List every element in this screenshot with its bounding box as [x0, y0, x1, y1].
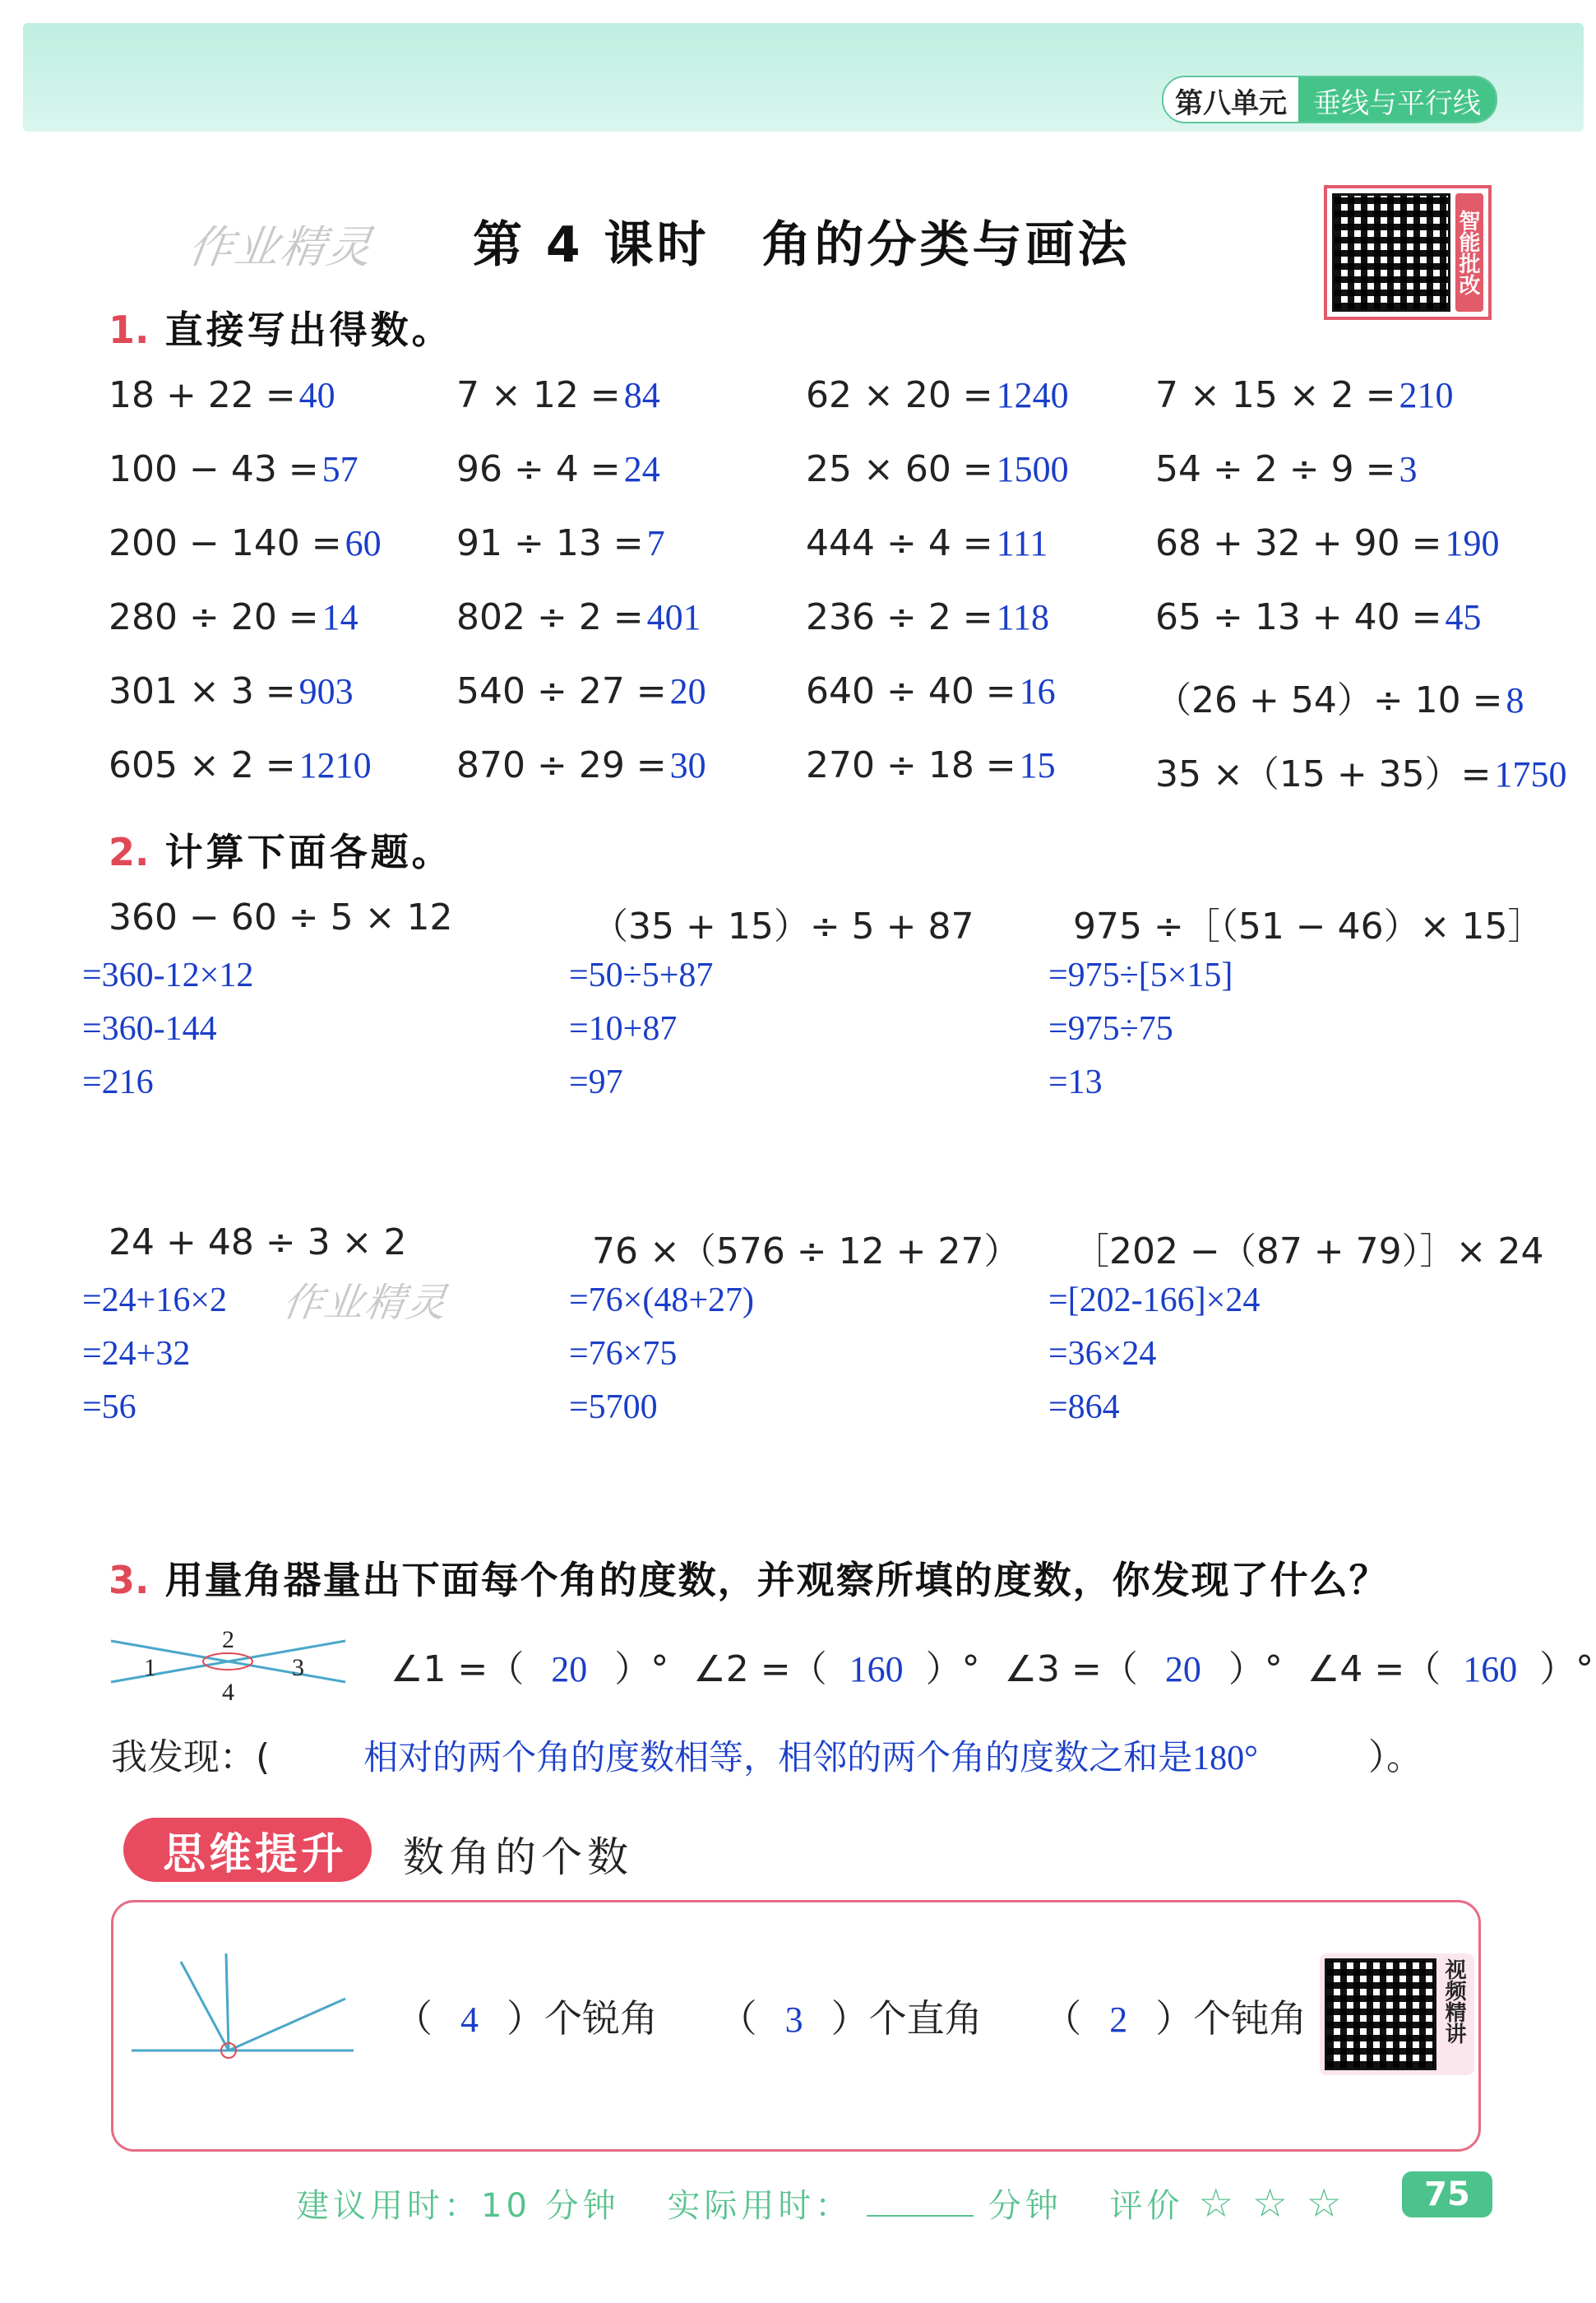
angle-2-label: ∠2 =（ [693, 1648, 827, 1690]
angle-4-close: ）° [1539, 1648, 1594, 1690]
q1-expression: 444 ÷ 4 = [806, 522, 993, 564]
angle-4-value: 160 [1463, 1649, 1518, 1689]
q1-item [109, 670, 354, 712]
q1-answer: 111 [996, 523, 1048, 563]
q1-item [456, 374, 660, 416]
q1-item [1155, 522, 1500, 564]
q1-answer: 118 [996, 597, 1050, 637]
q1-item [109, 596, 359, 638]
star-icon[interactable]: ☆ [1251, 2180, 1292, 2227]
watermark: 作业精灵 [185, 221, 377, 273]
q1-answer: 40 [298, 375, 335, 415]
q1-item [456, 670, 706, 712]
q1-answer: 45 [1445, 597, 1482, 637]
q1-expression: 301 × 3 = [109, 670, 296, 712]
q1-expression: 18 + 22 = [109, 374, 296, 416]
star-icon[interactable]: ☆ [1306, 2180, 1346, 2227]
angle-count-answers [395, 1989, 1307, 2043]
q2-step: =5700 [569, 1388, 658, 1426]
q1-expression: 96 ÷ 4 = [456, 448, 621, 490]
qr-code-icon [1325, 1958, 1436, 2070]
q1-item [109, 522, 382, 564]
q2-step: =360-144 [82, 1010, 217, 1048]
q1-expression: 802 ÷ 2 = [456, 596, 644, 638]
q1-expression: 7 × 15 × 2 = [1155, 374, 1396, 416]
q1-answer: 16 [1019, 671, 1056, 711]
rating-label: 评价 [1109, 2187, 1184, 2225]
q2-expression: （35 + 15）÷ 5 + 87 [592, 906, 974, 948]
find-answer: 相对的两个角的度数相等，相邻的两个角的度数之和是180° [363, 1740, 1258, 1777]
q1-answer: 60 [345, 523, 382, 563]
q2-step: =97 [569, 1063, 623, 1101]
watermark-2: 作业精灵 [280, 1280, 451, 1326]
q2-step: =975÷[5×15] [1048, 957, 1233, 994]
lesson-title: 第 4 课时 角的分类与画法 [473, 216, 1131, 274]
angle-1 [391, 1648, 680, 1690]
q1-expression: 236 ÷ 2 = [806, 596, 993, 638]
q2-step: =24+32 [82, 1335, 191, 1373]
q1-expression: 100 − 43 = [109, 448, 319, 490]
q1-answer: 903 [298, 671, 354, 711]
thinking-title: 数角的个数 [403, 1833, 633, 1881]
angles-figure [132, 1953, 370, 2060]
q1-answer: 1500 [996, 449, 1069, 489]
fig-label-2: 2 [222, 1626, 234, 1653]
obtuse-count: （ 2 ）个钝角 [1043, 1996, 1307, 2041]
unit-tag [1162, 76, 1497, 123]
q1-answer: 24 [623, 449, 660, 489]
angle-2-close: ）° [925, 1648, 980, 1690]
q2-step: =360-12×12 [82, 957, 254, 994]
q2-step: =216 [82, 1063, 154, 1101]
q3-title: 用量角器量出下面每个角的度数，并观察所填的度数，你发现了什么？ [164, 1558, 1389, 1602]
q1-answer: 1240 [996, 375, 1069, 415]
actual-time: 实际用时： [667, 2187, 853, 2225]
q1-item [1155, 744, 1567, 797]
q2-expression: 24 + 48 ÷ 3 × 2 [109, 1221, 407, 1263]
q2-expression: 360 − 60 ÷ 5 × 12 [109, 897, 453, 938]
angle-1-value: 20 [551, 1649, 588, 1689]
qr-grading[interactable] [1324, 185, 1492, 320]
q1-answer: 7 [646, 523, 665, 563]
q1-item [109, 448, 359, 490]
q3-heading [109, 1550, 1389, 1605]
q1-expression: 640 ÷ 40 = [806, 670, 1016, 712]
qr-code-icon [1332, 193, 1450, 312]
q1-answer: 84 [623, 375, 660, 415]
q1-expression: 280 ÷ 20 = [109, 596, 319, 638]
q1-answer: 1750 [1494, 754, 1567, 795]
angle-2-value: 160 [849, 1649, 904, 1689]
q1-item [806, 596, 1049, 638]
q1-answer: 1210 [298, 745, 372, 785]
q1-item [109, 744, 372, 786]
q1-expression: 62 × 20 = [806, 374, 993, 416]
thinking-badge: 思维提升 [123, 1818, 372, 1882]
q2-step: =36×24 [1048, 1335, 1157, 1373]
q1-item [1155, 374, 1454, 416]
angle-3-close: ）° [1228, 1648, 1283, 1690]
fig-label-4: 4 [222, 1679, 234, 1706]
q1-answer: 14 [322, 597, 359, 637]
qr-video-label: 视频精讲 [1441, 1958, 1466, 2044]
angle-1-close: ）° [614, 1648, 669, 1690]
q2-step: =13 [1048, 1063, 1103, 1101]
q2-step: =975÷75 [1048, 1010, 1173, 1048]
q1-item [806, 670, 1056, 712]
q1-item [806, 448, 1069, 490]
find-label: 我发现：( [111, 1736, 271, 1778]
q2-step: =10+87 [569, 1010, 678, 1048]
q1-item [456, 522, 665, 564]
q1-expression: （26 + 54）÷ 10 = [1155, 679, 1503, 721]
q1-item [806, 522, 1048, 564]
find-close: ）。 [1367, 1736, 1423, 1778]
q1-answer: 57 [322, 449, 359, 489]
angle-3-label: ∠3 =（ [1004, 1648, 1138, 1690]
q1-item [1155, 670, 1524, 723]
q2-expression: 76 ×（576 ÷ 12 + 27） [592, 1230, 1020, 1272]
q1-number: 1. [109, 308, 150, 352]
minutes-label: 分钟 [988, 2187, 1062, 2225]
q1-item [806, 744, 1056, 786]
q1-item [806, 374, 1069, 416]
qr-side-label: 智能批改 [1455, 193, 1483, 312]
page-number: 75 [1402, 2171, 1492, 2217]
unit-label: 第八单元 [1163, 77, 1298, 122]
fig-label-1: 1 [144, 1654, 156, 1681]
q2-step: =76×(48+27) [569, 1281, 755, 1319]
q1-answer: 190 [1445, 523, 1500, 563]
q2-step: =76×75 [569, 1335, 678, 1373]
q1-answer: 15 [1019, 745, 1056, 785]
acute-count: （ 4 ）个锐角 [395, 1996, 658, 2041]
q2-title: 计算下面各题。 [164, 830, 453, 874]
angle-answers [391, 1639, 1594, 1692]
q1-expression: 270 ÷ 18 = [806, 744, 1016, 786]
angle-3 [1005, 1648, 1294, 1690]
q1-item [1155, 448, 1418, 490]
q3-number: 3. [109, 1558, 150, 1602]
discovery-line [111, 1727, 1423, 1780]
angle-2 [693, 1648, 991, 1690]
obtuse-value: 2 [1109, 1999, 1128, 2040]
q1-expression: 540 ÷ 27 = [456, 670, 667, 712]
q1-item [109, 374, 335, 416]
angle-1-label: ∠1 =（ [391, 1648, 525, 1690]
q2-step: =864 [1048, 1388, 1120, 1426]
q2-expression: 975 ÷［（51 − 46）× 15］ [1073, 906, 1544, 948]
q2-number: 2. [109, 830, 150, 874]
right-value: 3 [784, 1999, 803, 2040]
actual-time-blank[interactable] [867, 2215, 974, 2217]
q1-expression: 54 ÷ 2 ÷ 9 = [1155, 448, 1396, 490]
q1-expression: 68 + 32 + 90 = [1155, 522, 1442, 564]
q2-heading [109, 822, 453, 877]
q2-step: =[202-166]×24 [1048, 1281, 1261, 1319]
q1-item [456, 744, 706, 786]
q1-item [456, 448, 660, 490]
q1-answer: 30 [669, 745, 706, 785]
section-label: 垂线与平行线 [1298, 77, 1496, 122]
q1-expression: 7 × 12 = [456, 374, 621, 416]
q1-heading [109, 300, 453, 354]
q1-expression: 35 ×（15 + 35）= [1155, 753, 1492, 795]
acute-value: 4 [460, 1999, 479, 2040]
q1-expression: 605 × 2 = [109, 744, 296, 786]
footer [296, 2180, 1346, 2227]
q1-answer: 210 [1399, 375, 1454, 415]
angle-4-label: ∠4 =（ [1307, 1648, 1441, 1690]
q2-step: =24+16×2 [82, 1281, 228, 1319]
right-count: （ 3 ）个直角 [719, 1996, 983, 2041]
q2-step: =50÷5+87 [569, 957, 714, 994]
q1-expression: 200 − 140 = [109, 522, 342, 564]
suggest-time: 建议用时：10 分钟 [296, 2187, 620, 2225]
q2-expression: ［202 −（87 + 79）］× 24 [1073, 1230, 1544, 1272]
angle-3-value: 20 [1164, 1649, 1201, 1689]
q1-answer: 8 [1506, 680, 1524, 721]
q2-step: =56 [82, 1388, 136, 1426]
intersecting-lines-figure [107, 1624, 354, 1707]
q1-item [456, 596, 701, 638]
star-icon[interactable]: ☆ [1198, 2180, 1238, 2227]
q1-expression: 25 × 60 = [806, 448, 993, 490]
q1-answer: 401 [646, 597, 701, 637]
q1-item [1155, 596, 1482, 638]
q1-title: 直接写出得数。 [164, 308, 453, 352]
q1-answer: 3 [1399, 449, 1418, 489]
q1-expression: 65 ÷ 13 + 40 = [1155, 596, 1442, 638]
q1-answer: 20 [669, 671, 706, 711]
qr-video[interactable] [1320, 1953, 1474, 2075]
q1-expression: 870 ÷ 29 = [456, 744, 667, 786]
fig-label-3: 3 [292, 1654, 304, 1681]
angle-4 [1307, 1648, 1594, 1690]
q1-expression: 91 ÷ 13 = [456, 522, 644, 564]
